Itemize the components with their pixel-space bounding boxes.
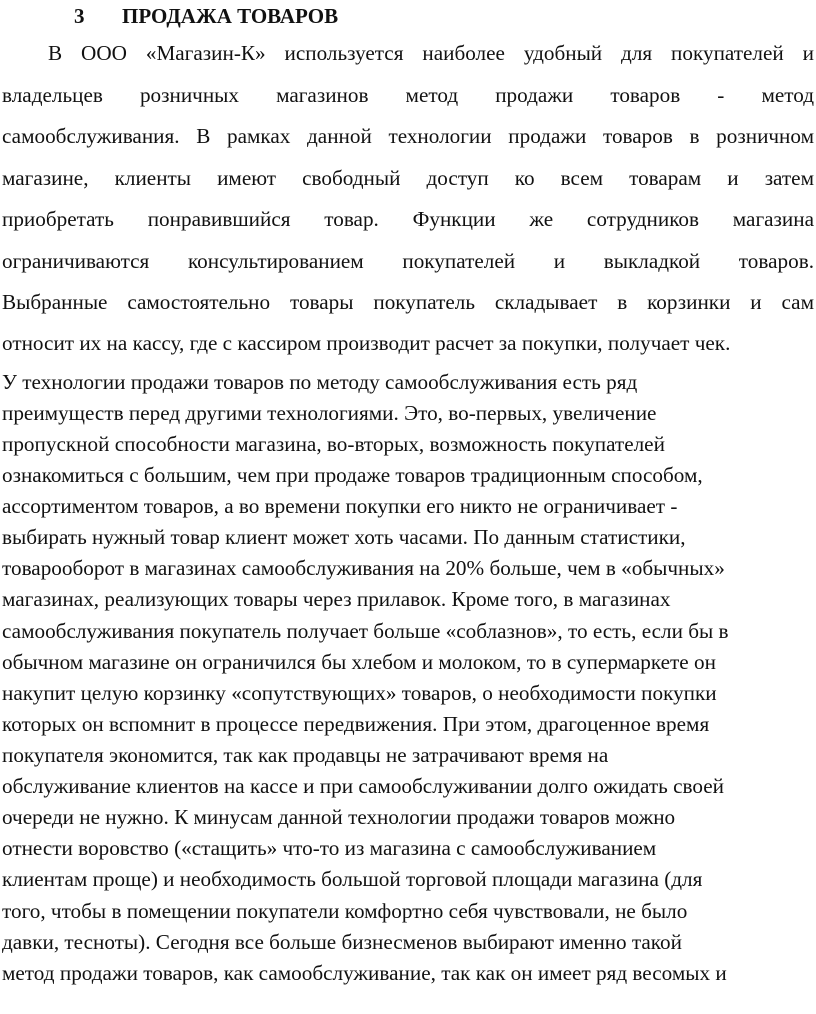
text-line: ознакомиться с большим, чем при продаже товаров традиционным способом, <box>2 463 703 487</box>
text-line: магазинах, реализующих товары через прилавок. Кроме того, в магазинах <box>2 587 671 611</box>
text-line: ограничиваются консультированием покупателей и выкладкой товаров. <box>2 249 814 273</box>
text-line: обслуживание клиентов на кассе и при самообслуживании долго ожидать своей <box>2 774 724 798</box>
text-line: отнести воровство («стащить» что-то из магазина с самообслуживанием <box>2 836 657 860</box>
text-line: метод продажи товаров, как самообслуживание, так как он имеет ряд весомых и <box>2 961 727 985</box>
text-line: приобретать понравившийся товар. Функции же сотрудников магазина <box>2 207 814 231</box>
text-line: очереди не нужно. К минусам данной технологии продажи товаров можно <box>2 805 676 829</box>
text-line: В ООО «Магазин-К» используется наиболее удобный для покупателей и <box>48 41 814 65</box>
text-line: того, чтобы в помещении покупатели комфортно себя чувствовали, не было <box>2 899 688 923</box>
text-line: магазине, клиенты имеют свободный доступ ко всем товарам и затем <box>2 166 814 190</box>
text-line: преимуществ перед другими технологиями. Это, во-первых, увеличение <box>2 401 657 425</box>
section-heading <box>74 2 338 30</box>
text-line: У технологии продажи товаров по методу самообслуживания есть ряд <box>2 370 638 394</box>
text-line: владельцев розничных магазинов метод продажи товаров - метод <box>2 83 814 107</box>
text-line: ассортиментом товаров, а во времени покупки его никто не ограничивает - <box>2 494 678 518</box>
text-line: которых он вспомнит в процессе передвижения. При этом, драгоценное время <box>2 712 710 736</box>
text-line: пропускной способности магазина, во-вторых, возможность покупателей <box>2 432 665 456</box>
text-line: товарооборот в магазинах самообслуживания на 20% больше, чем в «обычных» <box>2 556 725 580</box>
text-line: Выбранные самостоятельно товары покупатель складывает в корзинки и сам <box>2 290 814 314</box>
text-line: самообслуживания. В рамках данной технологии продажи товаров в розничном <box>2 124 814 148</box>
text-line: накупит целую корзинку «сопутствующих» товаров, о необходимости покупки <box>2 681 717 705</box>
text-line: клиентам проще) и необходимость большой торговой площади магазина (для <box>2 867 703 891</box>
text-line: самообслуживания покупатель получает больше «соблазнов», то есть, если бы в <box>2 619 729 643</box>
section-title: ПРОДАЖА ТОВАРОВ <box>122 4 339 28</box>
section-number: 3 <box>74 4 85 28</box>
text-line: относит их на кассу, где с кассиром производит расчет за покупки, получает чек. <box>2 331 731 355</box>
text-line: обычном магазине он ограничился бы хлебом и молоком, то в супермаркете он <box>2 650 716 674</box>
text-line: покупателя экономится, так как продавцы не затрачивают время на <box>2 743 609 767</box>
text-line: выбирать нужный товар клиент может хоть часами. По данным статистики, <box>2 525 686 549</box>
text-line: давки, тесноты). Сегодня все больше бизнесменов выбирают именно такой <box>2 930 682 954</box>
